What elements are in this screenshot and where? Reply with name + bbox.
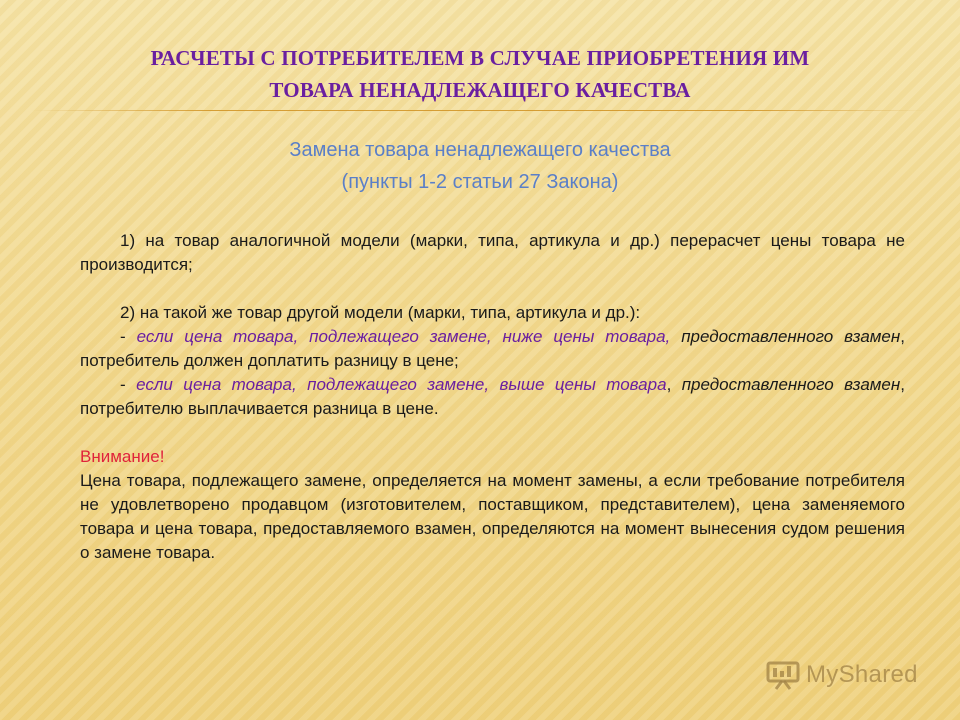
bullet-price-higher [80, 373, 905, 421]
attention-label: Внимание! [80, 447, 165, 466]
presentation-screen-icon [766, 659, 800, 691]
bullet-rest-text: , потребитель должен доплатить разницу в цене; [80, 327, 905, 370]
bullet-dash: - [120, 375, 126, 394]
bullet-dash: - [120, 327, 126, 346]
bullet-italic-text: предоставленного взамен [681, 327, 901, 346]
bullet-price-lower [80, 325, 905, 373]
bullet-comma: , [666, 375, 672, 394]
slide-body [80, 229, 905, 565]
paragraph-same-model: 1) на товар аналогичной модели (марки, типа, артикула и др.) перерасчет цены товара не производится; [80, 231, 905, 274]
watermark-logo [766, 655, 918, 695]
bullet-italic-text: предоставленного взамен [681, 375, 901, 394]
bullet-condition-text: если цена товара, подлежащего замене, ниже цены товара, [136, 327, 671, 346]
paragraph-price-moment: Цена товара, подлежащего замене, определяется на момент замены, а если требование потребителя не удовлетворено продавцом (изготовителем, поставщиком, представителем), цена заменяемого товара и цена товара, предоставляемого взамен, определяются на момент вынесения судом решения о замене товара. [80, 471, 905, 562]
bullet-condition-text: если цена товара, подлежащего замене, выше цены товара [136, 375, 667, 394]
slide-title-line-1: РАСЧЕТЫ С ПОТРЕБИТЕЛЕМ В СЛУЧАЕ ПРИОБРЕТЕНИЯ ИМ [150, 46, 810, 70]
slide-title-line-2: ТОВАРА НЕНАДЛЕЖАЩЕГО КАЧЕСТВА [269, 78, 691, 102]
bullet-rest-text: , потребителю выплачивается разница в цене. [80, 375, 905, 418]
watermark-text: MyShared [806, 661, 918, 688]
title-divider [30, 110, 930, 111]
slide-title [60, 42, 900, 106]
slide-subtitle [0, 134, 960, 198]
subtitle-line-1: Замена товара ненадлежащего качества [289, 139, 671, 161]
subtitle-line-2: (пункты 1-2 статьи 27 Закона) [341, 171, 619, 193]
paragraph-other-model: 2) на такой же товар другой модели (марки, типа, артикула и др.): [120, 303, 641, 322]
